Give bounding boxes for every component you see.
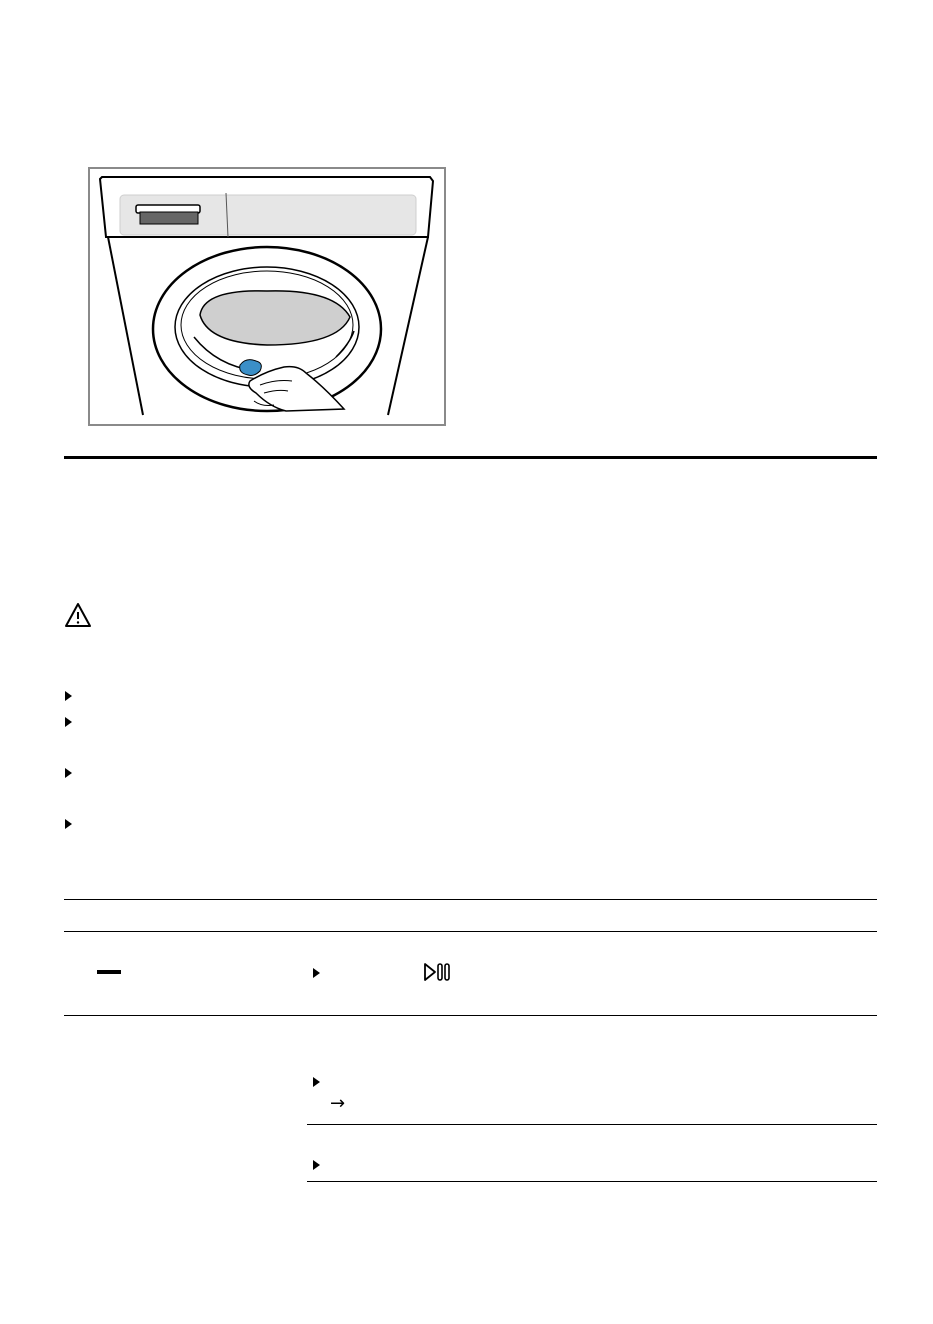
sub-row-rule [307,1124,877,1125]
section-divider [64,456,877,459]
result-arrow: → [330,1093,346,1114]
arrow-bullet-icon [65,768,72,778]
arrow-bullet-icon [313,1160,320,1170]
start-pause-icon [423,962,451,982]
table-top-rule [64,899,877,900]
warning-triangle-icon [64,601,92,629]
arrow-bullet-icon [313,968,320,978]
sub-row-rule-bottom [307,1181,877,1182]
arrow-bullet-icon [313,1077,320,1087]
arrow-bullet-icon [65,717,72,727]
table-header-rule [64,931,877,932]
dash-symbol [97,970,121,974]
table-row-rule [64,1015,877,1016]
arrow-bullet-icon [65,819,72,829]
arrow-bullet-icon [65,691,72,701]
washing-machine-illustration [88,167,446,426]
